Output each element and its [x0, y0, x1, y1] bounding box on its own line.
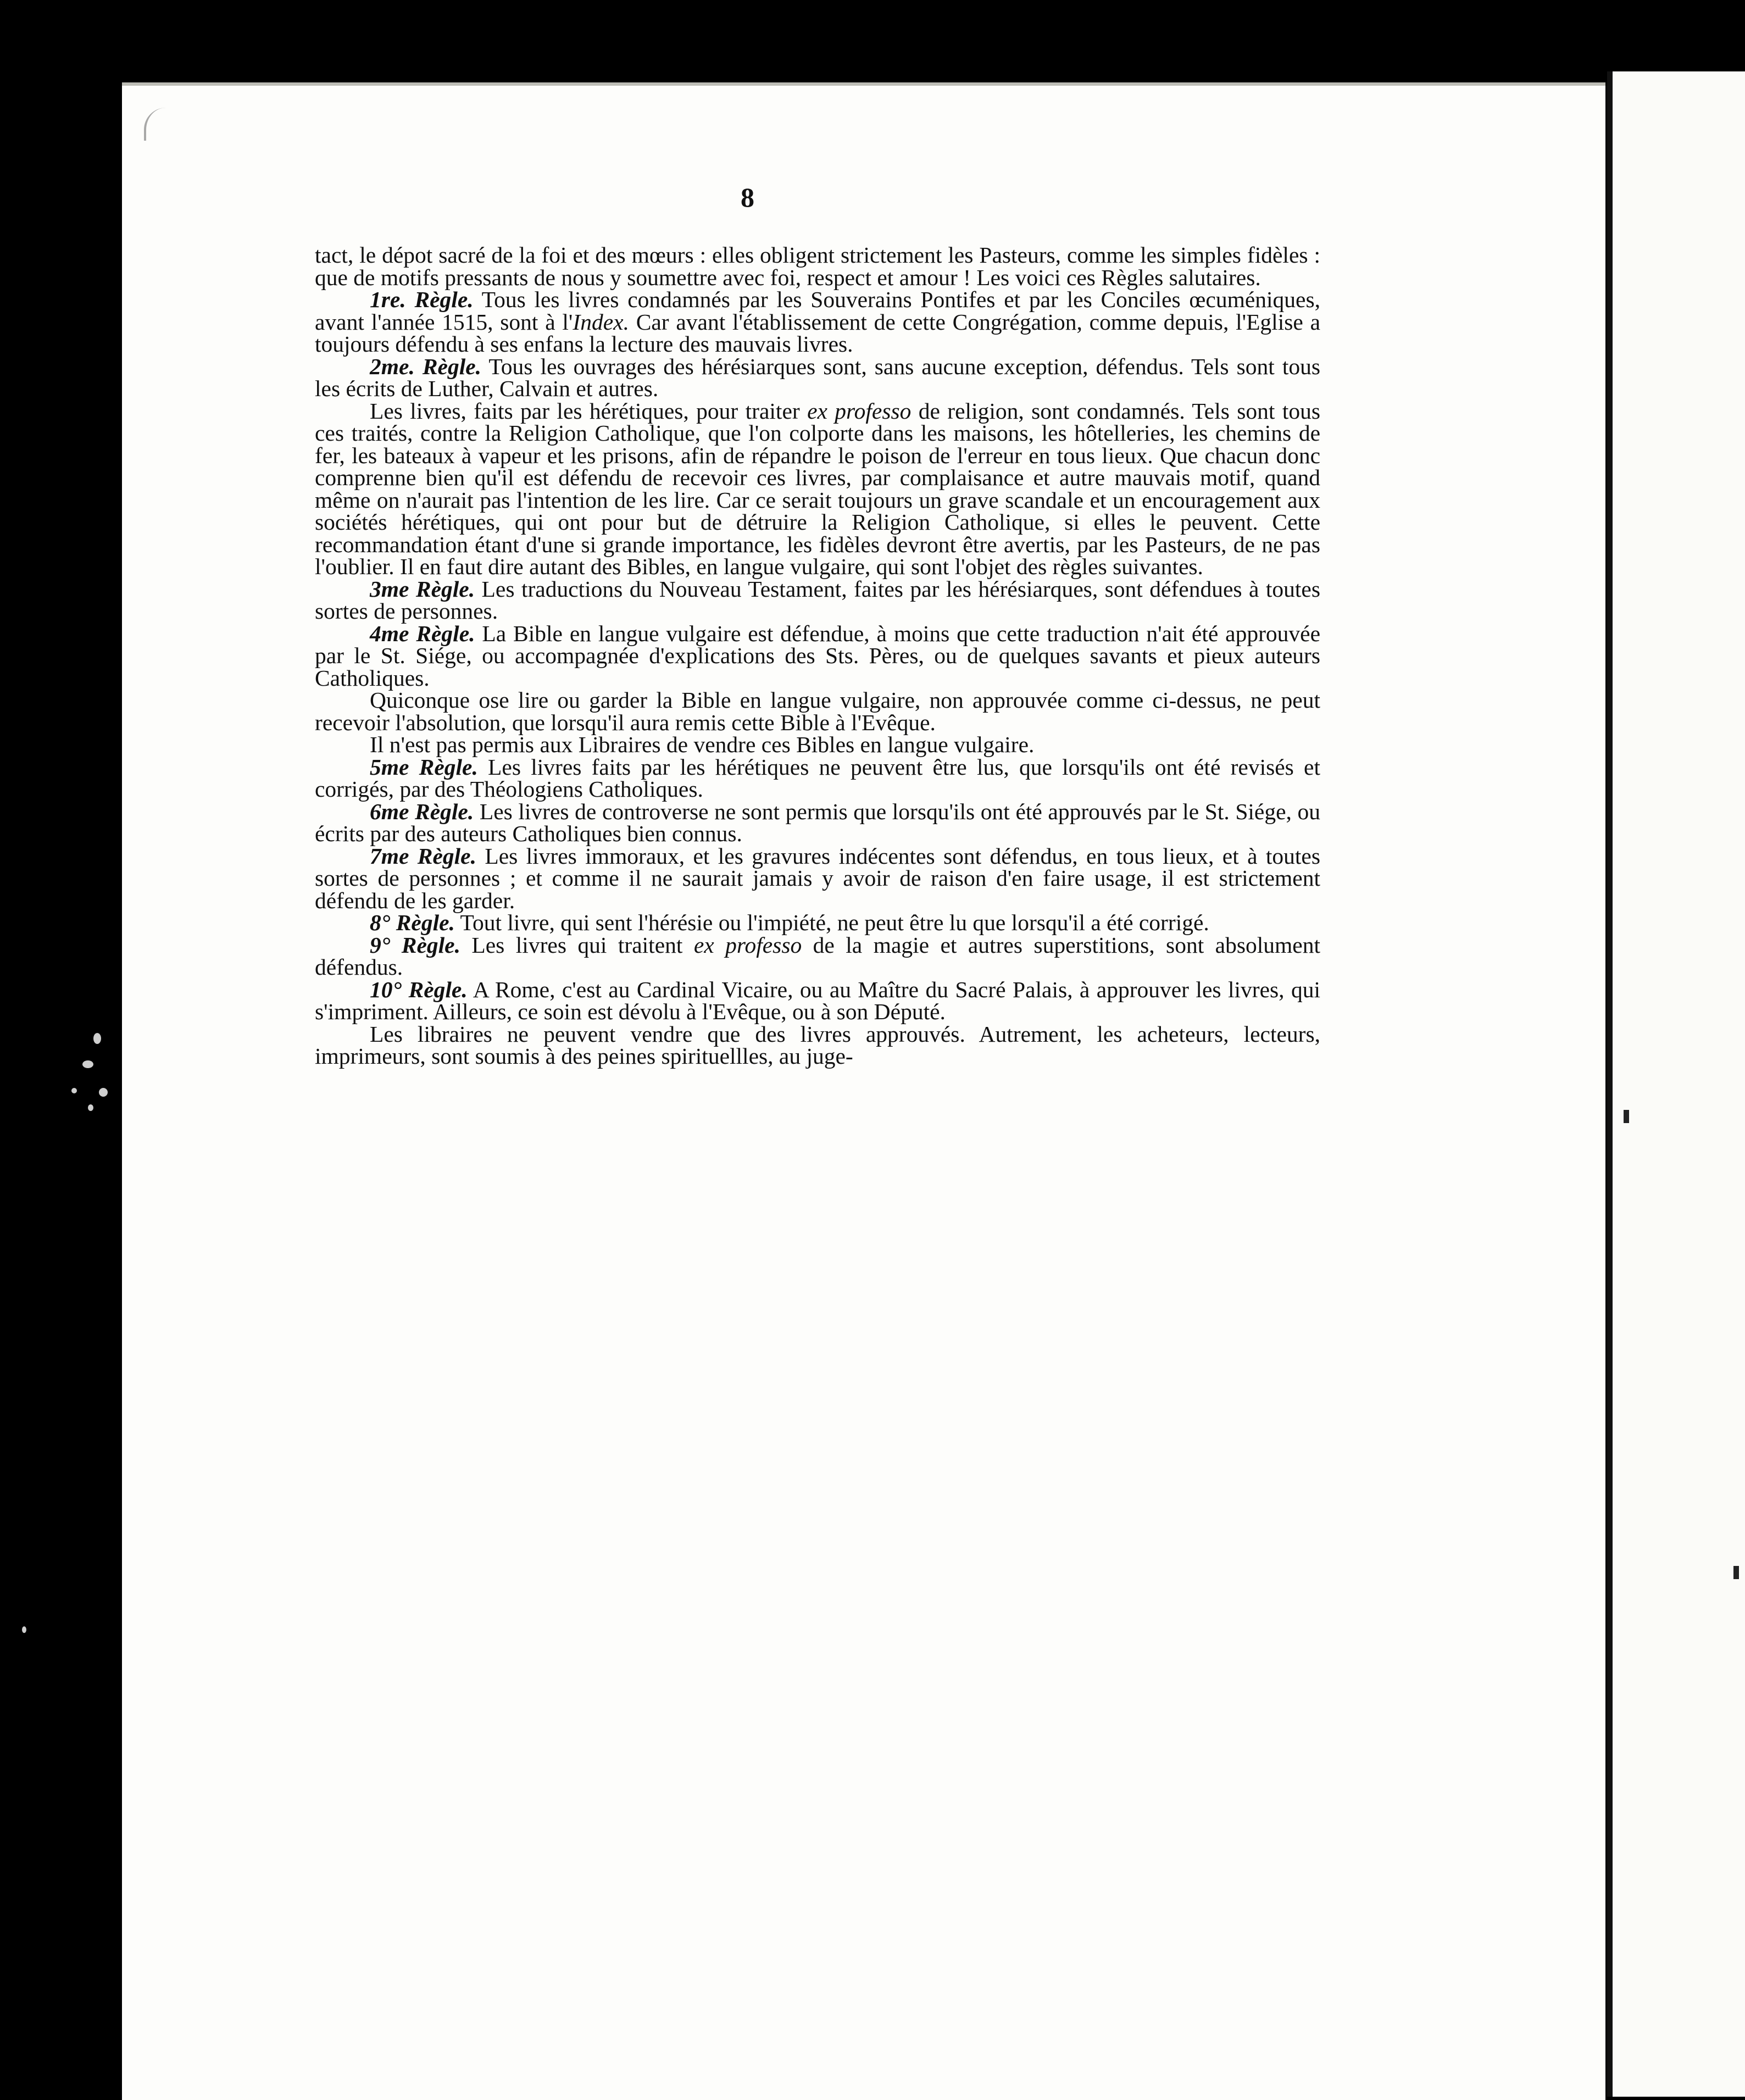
rule-label: 1re. Règle.: [370, 287, 474, 312]
italic-term: ex professo: [807, 398, 912, 424]
paragraph-text: Les livres qui traitent: [460, 932, 694, 958]
rule-label: 3me Règle.: [370, 576, 475, 602]
rule-label: 8° Règle.: [370, 910, 455, 935]
paragraph: [315, 244, 1320, 288]
paragraph-text: Tout livre, qui sent l'hérésie ou l'impiété, ne peut être lu que lorsqu'il a été corrigé.: [454, 910, 1209, 935]
paragraph-text: Les livres faits par les hérétiques ne peuvent être lus, que lorsqu'ils ont été revisés et corrigés, par des Théologiens Catholiques.: [315, 754, 1320, 802]
paragraph: [315, 1023, 1320, 1068]
paragraph-text: Car avant l'établissement de cette Congrégation, comme depuis, l'Eglise a toujours défendu à ses enfans la lecture des mauvais livres.: [315, 309, 1320, 357]
paragraph: [315, 845, 1320, 912]
paragraph: [315, 578, 1320, 623]
rule-label: 6me Règle.: [370, 798, 474, 824]
paragraph-text: Les traductions du Nouveau Testament, faites par les hérésiarques, sont défendues à toutes sortes de personnes.: [315, 576, 1320, 624]
paragraph: [315, 756, 1320, 801]
paragraph-text: Il n'est pas permis aux Libraires de vendre ces Bibles en langue vulgaire.: [370, 732, 1035, 757]
paragraph-text: de la magie et autres superstitions, sont absolument défendus.: [315, 932, 1320, 980]
paragraph-text: A Rome, c'est au Cardinal Vicaire, ou au Maître du Sacré Palais, à approuver les livres, qui s'impriment. Ailleurs, ce soin est dévolu à l'Evêque, ou à son Député.: [315, 976, 1320, 1024]
paragraph-text: La Bible en langue vulgaire est défendue, à moins que cette traduction n'ait été approuvée par le St. Siége, ou accompagnée d'explications des Sts. Pères, ou de quelques savants et pieux auteurs Catholiques.: [315, 620, 1321, 691]
paragraph: [315, 288, 1320, 355]
scan-speck: [71, 1088, 77, 1093]
facing-page-edge: [1607, 71, 1745, 2097]
edge-mark: [1733, 1566, 1739, 1579]
paragraph: [315, 912, 1320, 934]
paragraph: [315, 355, 1320, 400]
rule-label: 2me. Règle.: [370, 353, 482, 379]
paragraph: [315, 620, 1321, 691]
rule-label: 10° Règle.: [370, 976, 468, 1002]
rule-label: 9° Règle.: [370, 932, 460, 958]
rule-label: 4me Règle.: [370, 620, 475, 646]
scan-speck: [93, 1033, 101, 1044]
paragraph-text: Tous les ouvrages des hérésiarques sont, sans aucune exception, défendus. Tels sont tous les écrits de Luther, Calvain et autres.: [315, 353, 1320, 401]
paragraph-text: Tous les livres condamnés par les Souverains Pontifes et par les Conciles œcuméniques, avant l'année 1515, sont à l': [315, 287, 1321, 335]
paragraph-text: de religion, sont condamnés. Tels sont tous ces traités, contre la Religion Catholique, que l'on colporte dans les maisons, les hôtelleries, les chemins de fer, les bateaux à vapeur et les prisons, afin de répandre le poison de l'erreur en tous lieux. Que chacun donc comprenne bien qu'il est défendu de recevoir ces livres, par complaisance et autre mauvais motif, quand même on n'aurait pas l'intention de les lire. Car ce serait toujours un grave scandale et un encouragement aux sociétés hérétiques, qui ont pour but de détruire la Religion Catholique, si elles le peuvent. Cette recommandation étant d'une si grande importance, les fidèles devront être avertis, par les Pasteurs, de ne pas l'oublier. Il en faut dire autant des Bibles, en langue vulgaire, qui sont l'objet des règles suivantes.: [315, 398, 1321, 579]
paragraph: [315, 400, 1320, 578]
scan-speck: [82, 1060, 93, 1068]
paragraph: [315, 734, 1320, 756]
paragraph-text: Les livres immoraux, et les gravures indécentes sont défendus, en tous lieux, et à toutes sortes de personnes ; et comme il ne saurait jamais y avoir de raison d'en faire usage, il est strictement défendu de les garder.: [315, 843, 1320, 913]
rule-label: 5me Règle.: [370, 754, 478, 780]
paragraph: [315, 976, 1320, 1024]
scan-speck: [88, 1104, 93, 1111]
paragraph-text: Les livres de controverse ne sont permis que lorsqu'ils ont été approuvés par le St. Siége, ou écrits par des auteurs Catholiques bien connus.: [315, 798, 1321, 846]
italic-term: ex professo: [693, 932, 802, 958]
scan-speck: [22, 1626, 26, 1633]
paragraph: [315, 934, 1320, 979]
page-number: 8: [741, 182, 754, 213]
scan-margin-left: [0, 0, 122, 2097]
paragraph-text: Quiconque ose lire ou garder la Bible en langue vulgaire, non approuvée comme ci-dessus, ne peut recevoir l'absolution, que lorsqu'il aura remis cette Bible à l'Evêque.: [315, 687, 1320, 735]
paragraph: [315, 798, 1321, 846]
paragraph-text: Les libraires ne peuvent vendre que des livres approuvés. Autrement, les acheteurs, lecteurs, imprimeurs, sont soumis à des peines spirituellles, au juge-: [315, 1021, 1320, 1069]
paragraph-text: Les livres, faits par les hérétiques, pour traiter: [370, 398, 808, 424]
rule-label: 7me Règle.: [370, 843, 476, 869]
body-text: [315, 244, 1320, 1068]
italic-term: Index.: [573, 309, 629, 335]
paragraph: [315, 689, 1320, 734]
paragraph-text: tact, le dépot sacré de la foi et des mœurs : elles obligent strictement les Pasteurs, comme les simples fidèles : que de motifs pressants de nous y soumettre avec foi, respect et amour ! Les voici ces Règles salutaires.: [315, 242, 1320, 290]
scan-speck: [99, 1088, 108, 1097]
edge-mark: [1624, 1110, 1629, 1123]
page-corner-mark: [144, 108, 179, 141]
